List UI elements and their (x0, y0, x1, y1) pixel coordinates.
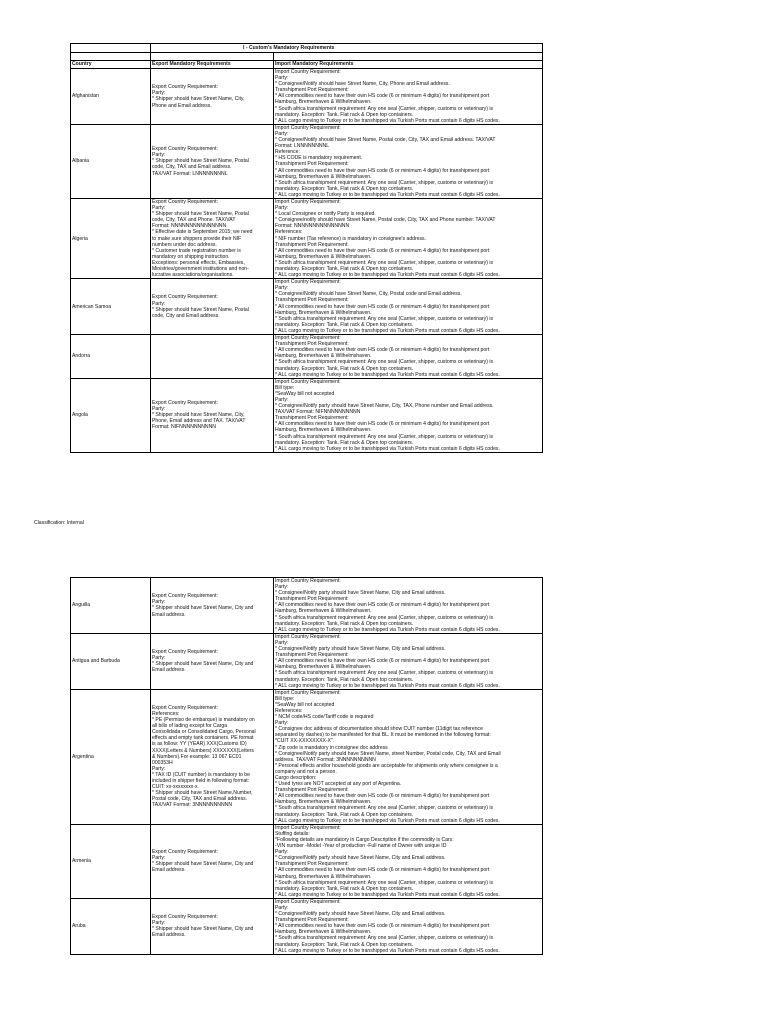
import-line: Import Country Requirement: (275, 898, 341, 905)
table-row (71, 689, 543, 824)
import-line: * Consignee/Notify should have Street Name, Postal code, City, TAX and Email address. TAX/VAT (275, 137, 496, 144)
import-line: References: (275, 229, 303, 236)
export-line: * Effective date is September 2015; we need (152, 229, 253, 236)
export-line: code, City, TAX and Phone. TAX/VAT (152, 217, 236, 224)
header-export: Export Mandatory Requirements (151, 61, 274, 69)
import-line: Party: (275, 639, 289, 646)
export-requirements-cell (151, 633, 274, 689)
export-line: code, City and Email address. (152, 312, 220, 319)
export-line: * Shipper should have Street Name,Number, (152, 790, 253, 797)
import-line: Import Country Requirement: (275, 633, 341, 640)
export-line: is as follow: YY (YEAR) XXX(Customs ID) (152, 741, 247, 748)
export-line: * Shipper should have Street Name, City, (152, 412, 245, 419)
export-line: Party: (152, 152, 166, 159)
table-row (71, 633, 543, 689)
import-line: mandatory. Exception: Tank, Flat rack & Open top containers. (275, 620, 414, 627)
import-line: * Consignee doc address of documentation should show CUIT number (11digit tax reference (275, 726, 483, 733)
export-line: code, City, TAX and Email address. (152, 164, 232, 171)
import-line: * ALL cargo moving to Turkey or to be transhipped via Turkish Ports must contain 6 digits HS codes. (275, 117, 500, 124)
import-line: *SeaWay bill not accepted (275, 701, 335, 708)
export-line: Export Country Requirement: (152, 146, 218, 153)
table-row (71, 279, 543, 335)
country-cell: Afghanistan (71, 69, 151, 125)
import-line: Import Country Requirement: (275, 124, 341, 131)
import-line: *CUIT XX-XXXXXXXX-X". (275, 738, 335, 745)
import-line: Transhipment Port Requirement: (275, 861, 349, 868)
title-spacer-cell (71, 44, 151, 53)
import-line: mandatory. Exception: Tank, Flat rack & Open top containers. (275, 365, 414, 372)
import-line: mandatory. Exception: Tank, Flat rack & Open top containers. (275, 676, 414, 683)
country-cell: Algeria (71, 198, 151, 278)
import-line: Party: (275, 285, 289, 292)
import-line: Transhipment Port Requirement: (275, 917, 349, 924)
import-line: * South africa transhipment requirement: Any one seal (Carrier, shipper, customs or veterinary) is (275, 105, 493, 112)
import-line: Import Country Requirement: (275, 69, 341, 75)
import-line: Hamburg, Bremerhaven & Wilhelmshaven. (275, 799, 372, 806)
export-requirements-cell (151, 279, 274, 335)
import-line: * ALL cargo moving to Turkey or to be transhipped via Turkish Ports must contain 6 digits HS codes. (275, 191, 500, 198)
export-line: Format: NIFNNNNNNNNNN (152, 424, 216, 431)
table-row (71, 378, 543, 452)
import-line: * ALL cargo moving to Turkey or to be transhipped via Turkish Ports must contain 6 digits HS codes. (275, 891, 500, 898)
import-line: Transhipment Port Requirement: (275, 241, 349, 248)
import-line: Format: NNNNNNNNNNNNNNN (275, 223, 350, 230)
import-line: mandatory. Exception: Tank, Flat rack & Open top containers. (275, 439, 414, 446)
export-line: Party: (152, 90, 166, 97)
import-line: * All commodities need to have their own HS code (6 or minimum 4 digits) for transhipment port (275, 658, 490, 665)
export-line: Party: (152, 205, 166, 212)
import-line: * ALL cargo moving to Turkey or to be transhipped via Turkish Ports must contain 6 digits HS codes. (275, 626, 500, 633)
export-line: XXXX(Letters & Numbers) XXXXXXX(Letters (152, 747, 254, 754)
import-line: * Consignee/notify should have Street Name, Postal code, City, TAX and Phone number. TAX/VAT (275, 217, 496, 224)
export-line: mandatory on shipping instruction. (152, 253, 230, 260)
export-line: Export Country Requirement: (152, 294, 218, 301)
import-line: * Consignee/Notify should have Street Name, City, Phone and Email address. (275, 81, 450, 88)
export-line: * Shipper should have Street Name, City and (152, 605, 254, 612)
export-line: Postal code, City, TAX and Email address. (152, 796, 248, 803)
import-line: * South africa transhipment requirement: Any one seal (Carrier, shipper, customs or veterinary) is (275, 179, 493, 186)
import-line: Import Country Requirement: (275, 198, 341, 205)
import-requirements-cell (274, 335, 543, 379)
import-line: -VIN number -Model -Year of production -Full name of Owner with unique ID (275, 843, 447, 850)
export-line: TAX/VAT Format: 3NNNNNNNNNN (152, 802, 232, 809)
import-line: * ALL cargo moving to Turkey or to be transhipped via Turkish Ports must contain 6 digits HS codes. (275, 682, 500, 689)
export-line: Format: NNNNNNNNNNNNNNN (152, 223, 227, 230)
header-import: Import Mandatory Requirements (274, 61, 543, 69)
export-line: Party: (152, 655, 166, 662)
country-cell: American Samoa (71, 279, 151, 335)
import-line: * South africa transhipment requirement: Any one seal (Carrier, shipper, customs or veterinary) is (275, 433, 493, 440)
export-line: Email address. (152, 867, 186, 874)
document-page-2 (70, 577, 542, 955)
table-title: I - Custom's Mandatory Requirements (151, 44, 543, 53)
import-line: mandatory. Exception: Tank, Flat rack & Open top containers. (275, 885, 414, 892)
country-cell: Armenia (71, 824, 151, 898)
import-line: * South africa transhipment requirement: Any one seal (Carrier, shipper, customs or veterinary) is (275, 315, 493, 322)
import-requirements-cell (274, 824, 543, 898)
import-line: Hamburg, Bremerhaven & Wilhelmshaven. (275, 173, 372, 180)
export-line: lucrative associations/organisations. (152, 272, 234, 279)
import-requirements-cell (274, 198, 543, 278)
import-line: * South africa transhipment requirement: Any one seal (Carrier, shipper, customs or veterinary) is (275, 359, 493, 366)
export-requirements-cell (151, 124, 274, 198)
export-line: numbers under doc address. (152, 241, 217, 248)
table-row (71, 124, 543, 198)
import-line: * ALL cargo moving to Turkey or to be transhipped via Turkish Ports must contain 6 digits HS codes. (275, 272, 500, 279)
import-requirements-cell (274, 124, 543, 198)
import-line: * Consignee/Notify party should have Street Name, City, TAX, Phone number and Email address. (275, 403, 494, 410)
import-line: * NIF number (Tax reference) is mandatory in consignee's address. (275, 235, 427, 242)
export-line: * Shipper should have Street Name, Postal (152, 211, 249, 218)
export-line: References: (152, 711, 180, 718)
export-line: CUIT: xx-xxxxxxxx-x. (152, 784, 199, 791)
import-line: * Consignee/Notify should have Street Name, City, Postal code and Email address. (275, 291, 462, 298)
import-line: Hamburg, Bremerhaven & Wilhelmshaven. (275, 664, 372, 671)
import-line: *Following details are mandatory in Cargo Description if the commodity is Cars: (275, 836, 454, 843)
import-line: * ALL cargo moving to Turkey or to be transhipped via Turkish Ports must contain 6 digits HS codes. (275, 371, 500, 378)
import-line: Transhipment Port Requirement: (275, 415, 349, 422)
requirements-table-page-1 (70, 43, 543, 453)
export-line: Export Country Requirement: (152, 198, 218, 205)
import-line: mandatory. Exception: Tank, Flat rack & Open top containers. (275, 941, 414, 948)
import-line: Transhipment Port Requirement: (275, 161, 349, 168)
export-line: * Shipper should have Street Name, Postal (152, 306, 249, 313)
import-line: company and not a person. (275, 768, 337, 775)
import-line: Bill type: (275, 695, 295, 702)
import-requirements-cell (274, 69, 543, 125)
import-line: Hamburg, Bremerhaven & Wilhelmshaven. (275, 608, 372, 615)
country-cell: Andorra (71, 335, 151, 379)
import-line: * Zip code is mandatory in consignee doc address (275, 744, 388, 751)
export-requirements-cell (151, 689, 274, 824)
import-line: * South africa transhipment requirement: Any one seal (Carrier, shipper, customs or veterinary) is (275, 879, 493, 886)
import-line: *SeaWay bill not accepted (275, 390, 335, 397)
import-line: * Personal effects and/or household goods are acceptable for shipments only where consignee is a (275, 762, 498, 769)
import-line: * All commodities need to have their own HS code (6 or minimum 4 digits) for transhipment port (275, 867, 490, 874)
import-line: * HS CODE is mandatory requirement. (275, 155, 363, 162)
export-line: to make sure shippers provide their NIF (152, 235, 242, 242)
export-line: Party: (152, 855, 166, 862)
import-requirements-cell (274, 378, 543, 452)
import-line: address. TAX/VAT Format: 3NNNNNNNNNN (275, 756, 376, 763)
import-line: Import Country Requirement: (275, 578, 341, 584)
import-line: * Local Consignee or notify Party is required. (275, 211, 376, 218)
import-line: * ALL cargo moving to Turkey or to be transhipped via Turkish Ports must contain 6 digits HS codes. (275, 947, 500, 954)
import-requirements-cell (274, 898, 543, 954)
import-line: * All commodities need to have their own HS code (6 or minimum 4 digits) for transhipment port (275, 93, 490, 100)
export-line: Export Country Requirement: (152, 649, 218, 656)
import-line: mandatory. Exception: Tank, Flat rack & Open top containers. (275, 811, 414, 818)
export-line: Party: (152, 599, 166, 606)
import-line: * All commodities need to have their own HS code (6 or minimum 4 digits) for transhipment port (275, 793, 490, 800)
import-line: Transhipment Port Requirement: (275, 652, 349, 659)
import-line: * South africa transhipment requirement: Any one seal (Carrier, shipper, customs or veterinary) is (275, 614, 493, 621)
export-line: Export Country Requirement: (152, 849, 218, 856)
import-line: Party: (275, 396, 289, 403)
import-line: Import Country Requirement: (275, 824, 341, 831)
import-requirements-cell (274, 578, 543, 634)
import-line: * All commodities need to have their own HS code (6 or minimum 4 digits) for transhipment port (275, 303, 490, 310)
export-line: * PE (Permiso de embarque) is mandatory on (152, 717, 255, 724)
import-line: Party: (275, 205, 289, 212)
export-line: Phone and Email address. (152, 102, 212, 109)
export-line: Party: (152, 406, 166, 413)
table-row (71, 198, 543, 278)
import-line: * ALL cargo moving to Turkey or to be transhipped via Turkish Ports must contain 6 digits HS codes. (275, 445, 500, 452)
import-requirements-cell (274, 633, 543, 689)
import-line: * Consignee/Notify party should have Street Name, City and Email address. (275, 590, 446, 597)
import-line: Transhipment Port Requirement: (275, 297, 349, 304)
classification-label: Classification: Internal (34, 520, 84, 526)
export-requirements-cell (151, 378, 274, 452)
import-requirements-cell (274, 279, 543, 335)
export-line: Export Country Requirement: (152, 593, 218, 600)
import-line: * All commodities need to have their own HS code (6 or minimum 4 digits) for transhipment port (275, 602, 490, 609)
import-line: * Used tyres are NOT accepted at any port of Argentina. (275, 781, 402, 788)
import-line: Party: (275, 584, 289, 591)
import-line: Import Country Requirement: (275, 689, 341, 696)
document-page-1 (70, 43, 542, 453)
export-requirements-cell (151, 824, 274, 898)
export-line: * Shipper should have Street Name, City and (152, 661, 254, 668)
import-line: * Consignee/Notify party should have Street Name, City and Email address. (275, 911, 446, 918)
import-line: Hamburg, Bremerhaven & Wilhelmshaven. (275, 873, 372, 880)
export-line: Export Country Requirement: (152, 400, 218, 407)
table-row (71, 824, 543, 898)
import-line: Transhipment Port Requirement: (275, 341, 349, 348)
import-line: * Consignee/Notify party should have Street Name, City and Email address. (275, 646, 446, 653)
country-cell: Argentina (71, 689, 151, 824)
import-line: Hamburg, Bremerhaven & Wilhelmshaven. (275, 929, 372, 936)
import-line: * South africa transhipment requirement: Any one seal (Carrier, shipper, customs or veterinary) is (275, 670, 493, 677)
requirements-table-page-2 (70, 577, 543, 955)
import-line: Hamburg, Bremerhaven & Wilhelmshaven. (275, 99, 372, 106)
import-line: Transhipment Port Requirement: (275, 87, 349, 94)
import-line: Bill type: (275, 384, 295, 391)
export-requirements-cell (151, 198, 274, 278)
column-header-row (71, 61, 543, 69)
import-line: Reference: (275, 149, 300, 156)
export-line: Export Country Requirement: (152, 704, 218, 711)
import-line: Format: LNNNNNNNNL (275, 143, 330, 150)
export-line: TAX/VAT Format: LNNNNNNNNL (152, 170, 228, 177)
import-line: Party: (275, 849, 289, 856)
country-cell: Aruba (71, 898, 151, 954)
import-line: * All commodities need to have their own HS code (6 or minimum 4 digits) for transhipment port (275, 347, 490, 354)
import-line: mandatory. Exception: Tank, Flat rack & Open top containers. (275, 321, 414, 328)
export-line: * Shipper should have Street Name, City, (152, 96, 245, 103)
export-line: Party: (152, 920, 166, 927)
import-line: Hamburg, Bremerhaven & Wilhelmshaven. (275, 353, 372, 360)
export-line: Email address. (152, 611, 186, 618)
export-line: Export Country Requirement: (152, 84, 218, 91)
import-line: mandatory. Exception: Tank, Flat rack & Open top containers. (275, 111, 414, 118)
export-line: Consolidada or Consolidated Cargo, Personal (152, 729, 256, 736)
export-line: * Shipper should have Street Name, City and (152, 926, 254, 933)
import-line: * ALL cargo moving to Turkey or to be transhipped via Turkish Ports must contain 6 digits HS codes. (275, 327, 500, 334)
import-line: * South africa transhipment requirement: Any one seal (Carrier, shipper, customs or veterinary) is (275, 259, 493, 266)
import-line: mandatory. Exception: Tank, Flat rack & Open top containers. (275, 185, 414, 192)
import-line: Party: (275, 720, 289, 727)
import-line: * All commodities need to have their own HS code (6 or minimum 4 digits) for transhipment port (275, 167, 490, 174)
import-line: References: (275, 707, 303, 714)
export-line: Export Country Requirement: (152, 914, 218, 921)
import-line: Party: (275, 75, 289, 82)
export-line: * TAX ID (CUIT number) is mandatory to be (152, 771, 250, 778)
import-line: Cargo description: (275, 775, 317, 781)
export-requirements-cell (151, 898, 274, 954)
import-line: * Consignee/Notify party should have Street Name, City and Email address. (275, 855, 446, 862)
export-line: Email address. (152, 932, 186, 939)
export-line: Email address. (152, 667, 186, 674)
import-line: TAX/VAT Format: NIFNNNNNNNNNN (275, 409, 361, 416)
country-cell: Antigua and Barbuda (71, 633, 151, 689)
export-line: * Shipper should have Street Name, Postal (152, 158, 249, 165)
country-cell: Angola (71, 378, 151, 452)
import-line: Party: (275, 130, 289, 137)
export-line: * Customer trade registration number is (152, 247, 241, 254)
import-line: * ALL cargo moving to Turkey or to be transhipped via Turkish Ports must contain 6 digits HS codes. (275, 817, 500, 824)
import-line: * South africa transhipment requirement: Any one seal (Carrier, shipper, customs or veterinary) is (275, 805, 493, 812)
import-line: Hamburg, Bremerhaven & Wilhelmshaven. (275, 253, 372, 260)
import-line: Import Country Requirement: (275, 279, 341, 286)
export-line: & Numbers).For example: 13 067 EC01 (152, 753, 242, 760)
import-line: Transhipment Port Requirement: (275, 596, 349, 603)
blank-row (71, 53, 543, 61)
import-line: Import Country Requirement: (275, 378, 341, 385)
import-line: * All commodities need to have their own HS code (6 or minimum 4 digits) for transhipment port (275, 247, 490, 254)
export-line: * Shipper should have Street Name, City and (152, 861, 254, 868)
table-row (71, 578, 543, 634)
export-line: Exceptions: personal effects, Embassies, (152, 259, 245, 266)
export-requirements-cell (151, 578, 274, 634)
export-line: included in shipper field in following format: (152, 778, 250, 785)
export-line: Ministries/government institutions and non- (152, 266, 249, 272)
import-line: separated by dashes) to be manifested for that BL. It must be mentioned in the following format: (275, 732, 491, 739)
import-line: * Consignee/Notify party should have Street Name, street Number, Postal code, City, TAX and Email (275, 750, 501, 757)
import-line: Transhipment Port Requirement: (275, 787, 349, 794)
table-row (71, 898, 543, 954)
import-line: * All commodities need to have their own HS code (6 or minimum 4 digits) for transhipment port (275, 421, 490, 428)
export-line: effects and empty tank containers. PE format (152, 735, 254, 742)
import-line: Stuffing details: (275, 830, 310, 837)
import-line: Hamburg, Bremerhaven & Wilhelmshaven. (275, 427, 372, 434)
import-line: * NCM code/HS code/Tariff code is required (275, 714, 374, 721)
export-line: Party: (152, 300, 166, 307)
export-line: Party: (152, 765, 166, 772)
export-line: Phone, Email address and TAX. TAX/VAT (152, 418, 246, 425)
table-row (71, 335, 543, 379)
import-line: * South africa transhipment requirement: Any one seal (Carrier, shipper, customs or veterinary) is (275, 935, 493, 942)
header-country: Country (71, 61, 151, 69)
table-row (71, 69, 543, 125)
table-title-row (71, 44, 543, 53)
country-cell: Albania (71, 124, 151, 198)
export-requirements-cell (151, 69, 274, 125)
import-line: Party: (275, 904, 289, 911)
import-line: mandatory. Exception: Tank, Flat rack & Open top containers. (275, 266, 414, 272)
import-line: Import Country Requirement: (275, 335, 341, 342)
export-line: 000353H (152, 759, 173, 766)
import-line: * All commodities need to have their own HS code (6 or minimum 4 digits) for transhipment port (275, 923, 490, 930)
import-line: Hamburg, Bremerhaven & Wilhelmshaven. (275, 309, 372, 316)
export-line: all bills of lading except for Carga (152, 723, 228, 730)
country-cell: Anguilla (71, 578, 151, 634)
import-requirements-cell (274, 689, 543, 824)
export-requirements-cell (151, 335, 274, 379)
